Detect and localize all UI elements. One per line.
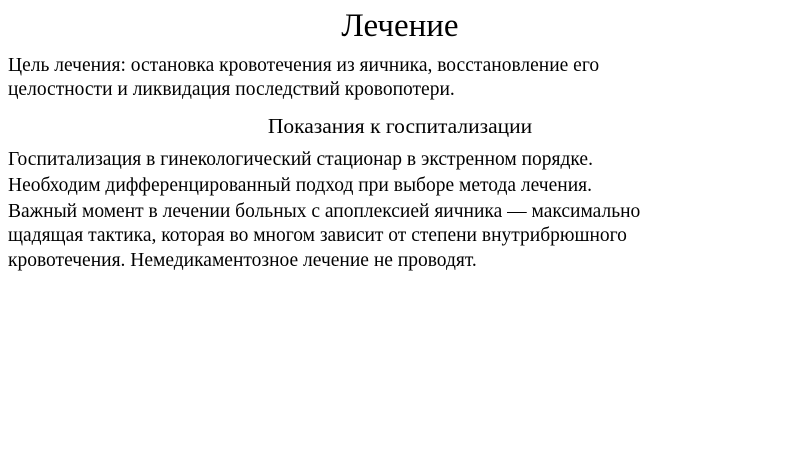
section-subtitle: Показания к госпитализации [267,114,533,138]
body-line-3: Важный момент в лечении больных с апоплексией яичника — максимально [8,201,641,222]
body-line-5: кровотечения. Немедикаментозное лечение не проводят. [8,250,477,271]
slide-title: Лечение [341,8,459,44]
body-line-2: Необходим дифференцированный подход при выборе метода лечения. [8,175,592,196]
goal-line-2: целостности и ликвидация последствий кровопотери. [8,79,455,100]
body-line-1: Госпитализация в гинекологический стационар в экстренном порядке. [8,149,593,170]
goal-line-1: Цель лечения: остановка кровотечения из яичника, восстановление его [8,55,600,76]
body-line-4: щадящая тактика, которая во многом зависит от степени внутрибрюшного [8,225,627,246]
